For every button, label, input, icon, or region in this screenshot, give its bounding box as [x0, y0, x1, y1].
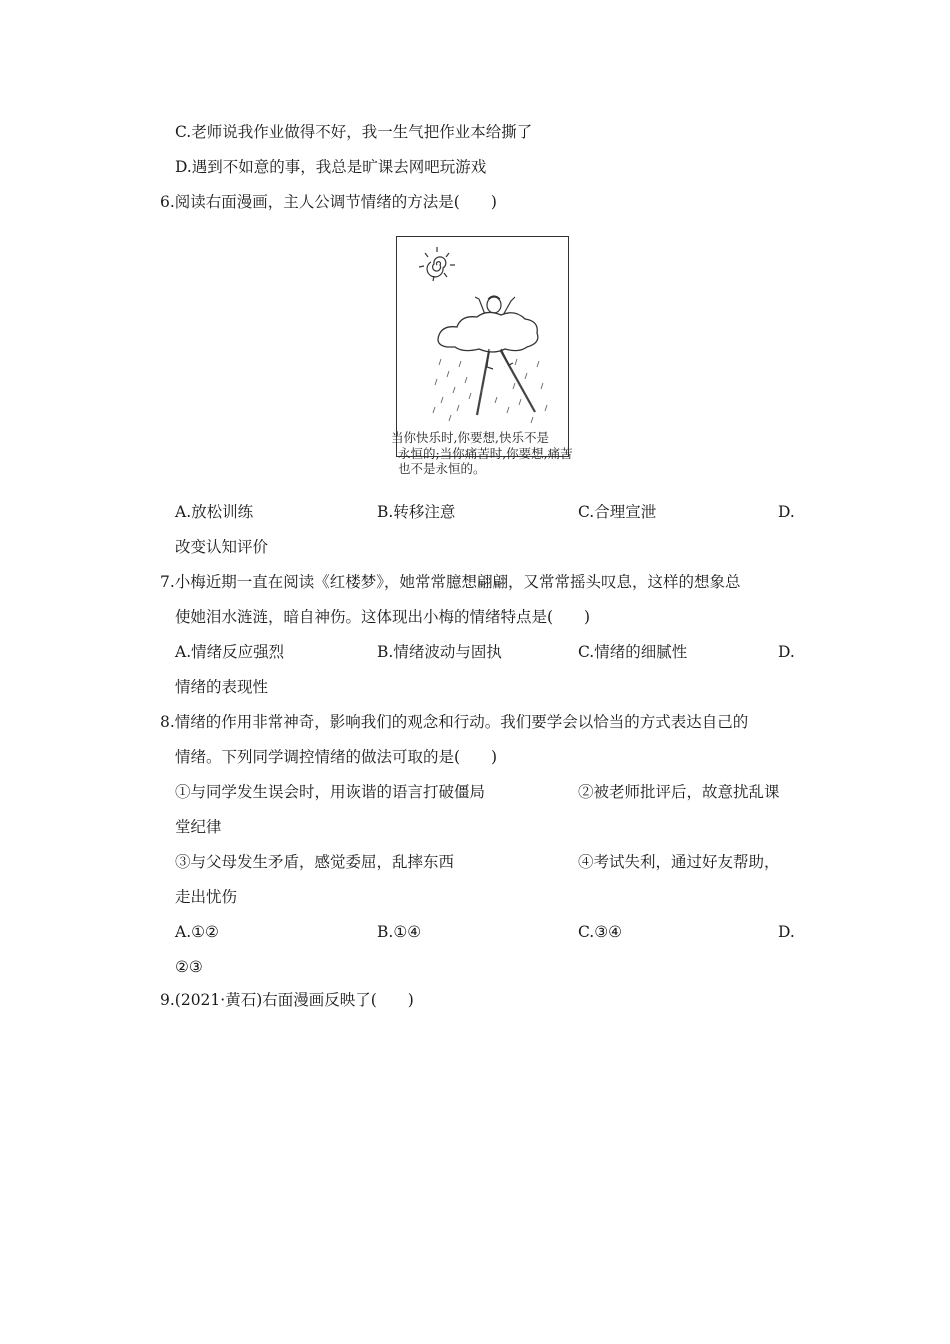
- q7-stem-line-1: 7.小梅近期一直在阅读《红楼梦》，她常常臆想翩翩，又常常摇头叹息，这样的想象总: [160, 573, 741, 591]
- q8-option-b: B.①④: [377, 923, 422, 941]
- q8-option-d-text: ②③: [175, 958, 203, 976]
- cartoon-caption-line-2: 永恒的;当你痛苦时,你要想,痛苦: [398, 446, 573, 461]
- q7-option-d: D.: [778, 643, 795, 661]
- q5-option-d: D.遇到不如意的事，我总是旷课去网吧玩游戏: [175, 158, 487, 176]
- q8-option-c: C.③④: [578, 923, 623, 941]
- q7-option-a: A.情绪反应强烈: [175, 643, 285, 661]
- cartoon-frame: [391, 236, 569, 457]
- q6-option-d-text: 改变认知评价: [175, 538, 269, 556]
- q8-item-4-cont: 走出忧伤: [175, 888, 238, 906]
- q6-option-d: D.: [778, 503, 795, 521]
- q8-item-4: ④考试失利，通过好友帮助，: [578, 853, 780, 871]
- cartoon-caption-line-3: 也不是永恒的。: [398, 461, 486, 476]
- q8-item-3: ③与父母发生矛盾，感觉委屈，乱摔东西: [175, 853, 455, 871]
- q8-item-2: ②被老师批评后，故意扰乱课: [578, 783, 780, 801]
- stilts: [477, 351, 535, 415]
- q6-stem: 6.阅读右面漫画，主人公调节情绪的方法是( ): [160, 193, 497, 211]
- q7-option-b: B.情绪波动与固执: [377, 643, 502, 661]
- q8-stem-line-2: 情绪。下列同学调控情绪的做法可取的是( ): [175, 748, 498, 766]
- cloud-shape: [438, 312, 538, 352]
- q8-option-d: D.: [778, 923, 795, 941]
- q8-option-a: A.①②: [175, 923, 219, 941]
- q7-option-c: C.情绪的细腻性: [578, 643, 688, 661]
- q8-item-1: ①与同学发生误会时，用诙谐的语言打破僵局: [175, 783, 486, 801]
- q6-option-c: C.合理宣泄: [578, 503, 657, 521]
- q6-option-a: A.放松训练: [175, 503, 254, 521]
- q7-option-d-text: 情绪的表现性: [175, 678, 269, 696]
- q9-stem: 9.(2021·黄石)右面漫画反映了( ): [160, 991, 414, 1009]
- q5-option-c: C.老师说我作业做得不好，我一生气把作业本给撕了: [175, 123, 533, 141]
- q6-cartoon: [360, 232, 590, 480]
- q6-option-b: B.转移注意: [377, 503, 456, 521]
- sun-icon: [419, 247, 455, 281]
- cartoon-illustration: [397, 237, 567, 455]
- q8-item-2-cont: 堂纪律: [175, 818, 222, 836]
- cartoon-caption-line-1: 当你快乐时,你要想,快乐不是: [391, 430, 549, 445]
- q8-stem-line-1: 8.情绪的作用非常神奇，影响我们的观念和行动。我们要学会以恰当的方式表达自己的: [160, 713, 749, 731]
- q7-stem-line-2: 使她泪水涟涟，暗自神伤。这体现出小梅的情绪特点是( ): [175, 608, 591, 626]
